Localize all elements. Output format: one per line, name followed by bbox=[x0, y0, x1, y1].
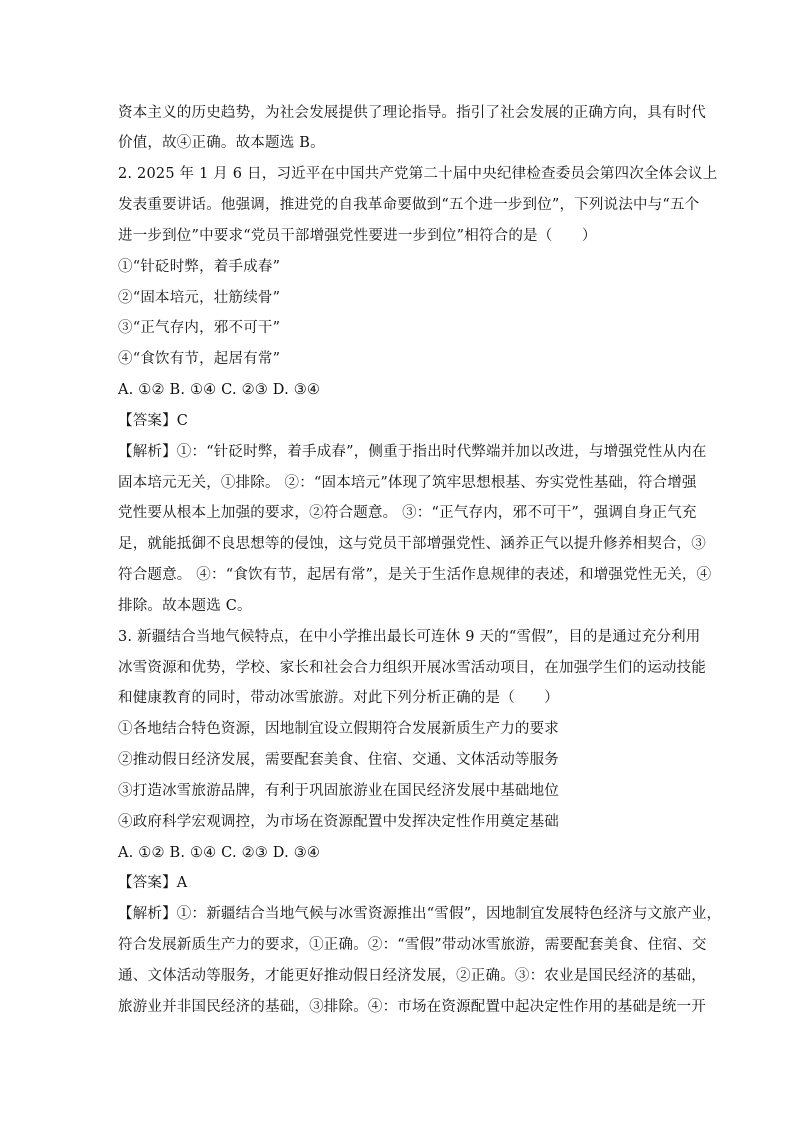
option-statement: ①“针砭时弊，着手成春” bbox=[118, 259, 281, 275]
text-line: 价值，故④正确。故本题选 B。 bbox=[118, 135, 325, 151]
answer-label: 【答案】A bbox=[118, 875, 188, 891]
option-statement: ②推动假日经济发展，需要配套美食、住宿、交通、文体活动等服务 bbox=[118, 752, 559, 768]
option-statement: ④政府科学宏观调控，为市场在资源配置中发挥决定性作用奠定基础 bbox=[118, 814, 559, 830]
analysis-line: 党性要从根本上加强的要求，②符合题意。 ③：“正气存内，邪不可干”，强调自身正气充 bbox=[118, 505, 697, 521]
option-statement: ①各地结合特色资源，因地制宜设立假期符合发展新质生产力的要求 bbox=[118, 721, 559, 737]
text-line: 和健康教育的同时，带动冰雪旅游。对此下列分析正确的是（ ） bbox=[118, 690, 559, 706]
analysis-line: 通、文体活动等服务，才能更好推动假日经济发展，②正确。③：农业是国民经济的基础， bbox=[118, 968, 706, 984]
analysis-line: 排除。故本题选 C。 bbox=[118, 598, 252, 614]
text-line: 进一步到位”中要求“党员干部增强党性要进一步到位”相符合的是（ ） bbox=[118, 228, 597, 244]
analysis-line: 符合题意。 ④：“食饮有节，起居有常”，是关于生活作息规律的表述，和增强党性无关，④ bbox=[118, 567, 712, 583]
question-2-stem: 2. 2025 年 1 月 6 日，习近平在中国共产党第二十届中央纪律检查委员会第四次全体会议上 bbox=[118, 166, 718, 182]
option-statement: ④“食饮有节，起居有常” bbox=[118, 351, 281, 367]
option-statement: ②“固本培元，壮筋续骨” bbox=[118, 290, 281, 306]
text-line: 资本主义的历史趋势，为社会发展提供了理论指导。指引了社会发展的正确方向，具有时代 bbox=[118, 105, 706, 121]
question-3-stem: 3. 新疆结合当地气候特点，在中小学推出最长可连休 9 天的“雪假”，目的是通过充分利用 bbox=[118, 629, 701, 645]
analysis-line: 旅游业并非国民经济的基础，③排除。④：市场在资源配置中起决定性作用的基础是统一开 bbox=[118, 999, 706, 1015]
text-line: 发表重要讲话。他强调，推进党的自我革命要做到“五个进一步到位”，下列说法中与“五个 bbox=[118, 197, 700, 213]
analysis-line: 足，就能抵御不良思想等的侵蚀，这与党员干部增强党性、涵养正气以提升修养相契合，③ bbox=[118, 536, 706, 552]
answer-choices: A. ①② B. ①④ C. ②③ D. ③④ bbox=[118, 845, 321, 861]
analysis-line: 【解析】①：新疆结合当地气候与冰雪资源推出“雪假”，因地制宜发展特色经济与文旅产业， bbox=[118, 906, 722, 922]
answer-label: 【答案】C bbox=[118, 413, 189, 429]
analysis-line: 符合发展新质生产力的要求，①正确。②：“雪假”带动冰雪旅游，需要配套美食、住宿、交 bbox=[118, 937, 707, 953]
answer-choices: A. ①② B. ①④ C. ②③ D. ③④ bbox=[118, 382, 321, 398]
option-statement: ③打造冰雪旅游品牌，有利于巩固旅游业在国民经济发展中基础地位 bbox=[118, 783, 559, 799]
analysis-line: 【解析】①：“针砭时弊，着手成春”，侧重于指出时代弊端并加以改进，与增强党性从内在 bbox=[118, 444, 707, 460]
analysis-line: 固本培元无关，①排除。 ②：“固本培元”体现了筑牢思想根基、夯实党性基础，符合增强 bbox=[118, 475, 697, 491]
text-line: 冰雪资源和优势，学校、家长和社会合力组织开展冰雪活动项目，在加强学生们的运动技能 bbox=[118, 660, 706, 676]
option-statement: ③“正气存内，邪不可干” bbox=[118, 320, 281, 336]
